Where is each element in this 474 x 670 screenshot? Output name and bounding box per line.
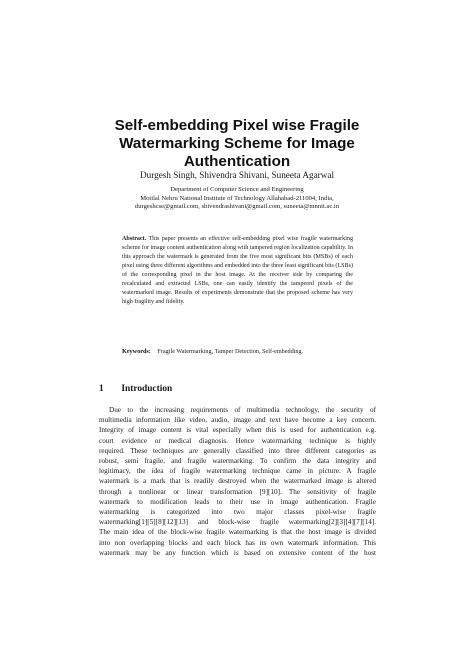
abstract-text: This paper presents an effective self-embedding pixel wise fragile watermarking scheme for image content authentication along with tampered region localization capability. In this approach the watermark is generated from the five most significant bits (MSBs) of each pixel using three different algorithms and embedded into the three least significant bits (LSBs) of the corresponding pixel in the host image. At the receiver side by comparing the recalculated and extracted LSBs, one can easily identify the tampered pixels of the watermarked image. Results of experiments demonstrate that the proposed scheme has very high fragility and fidelity. xyxy=(122,236,353,306)
section-number: 1 xyxy=(99,384,104,394)
title-line-1: Self-embedding Pixel wise Fragile xyxy=(114,117,360,134)
author-list: Durgesh Singh, Shivendra Shivani, Suneeta Agarwal xyxy=(139,170,335,180)
keywords-text: Fragile Watermarking, Tamper Detection, Self-embedding. xyxy=(157,348,304,355)
introduction-body xyxy=(99,405,376,558)
affiliation-block xyxy=(40,186,434,212)
intro-line: watermark is a mark that is readily destroyed when the watermarked image is altered xyxy=(99,477,376,486)
affiliation-department: Department of Computer Science and Engineering xyxy=(170,186,304,193)
intro-line: The main idea of the block-wise fragile watermarking is that the host image is divided xyxy=(99,528,376,537)
keywords-label: Keywords: xyxy=(122,348,151,355)
paper-title xyxy=(60,117,414,171)
intro-line: required. These techniques are generally classified into three different categories as xyxy=(99,446,376,455)
abstract xyxy=(122,235,353,307)
section-title: Introduction xyxy=(121,384,173,394)
intro-line: Due to the increasing requirements of multimedia technology, the security of xyxy=(109,406,376,414)
intro-line: legitimacy, the idea of fragile watermarking technique came in picture. A fragile xyxy=(99,467,376,476)
affiliation-institute: Motilal Nehru National Institute of Technology Allahabad-211004, India, xyxy=(140,194,334,202)
intro-line: through a nonlinear or linear transformation [9][10]. The sensitivity of fragile xyxy=(99,487,376,496)
intro-line: multimedia information like video, audio, image and text have become a key concern. xyxy=(99,416,376,425)
abstract-label: Abstract. xyxy=(122,236,147,242)
section-heading xyxy=(99,383,172,395)
intro-line: Integrity of image content is vital especially when this is used for authentication e.g. xyxy=(99,426,376,435)
intro-line: robust, semi fragile, and fragile watermarking. To confirm the data integrity and xyxy=(99,457,376,466)
intro-line: watermarking is categorized into two major classes pixel-wise fragile xyxy=(99,508,376,517)
keywords xyxy=(122,347,382,356)
affiliation-emails: durgeshcse@gmail.com, shivendrashivani@gmail.com, suneeta@mnnit.ac.in xyxy=(134,203,340,211)
title-line-2: Watermarking Scheme for Image xyxy=(119,135,355,152)
intro-line: court evidence or medical diagnosis. Hence watermarking technique is highly xyxy=(99,436,376,445)
intro-line: into non overlapping blocks and each block has its own watermark information. This xyxy=(99,538,376,547)
title-line-3: Authentication xyxy=(183,153,291,170)
intro-line: watermark to modification leads to their use in image authentication. Fragile xyxy=(99,497,376,506)
intro-line: watermark may be any function which is based on extensive content of the host xyxy=(99,548,376,557)
intro-line: watermarking[1][5][8][12][13] and block-wise fragile watermarking[2][3][4][7][14]. xyxy=(99,518,376,527)
